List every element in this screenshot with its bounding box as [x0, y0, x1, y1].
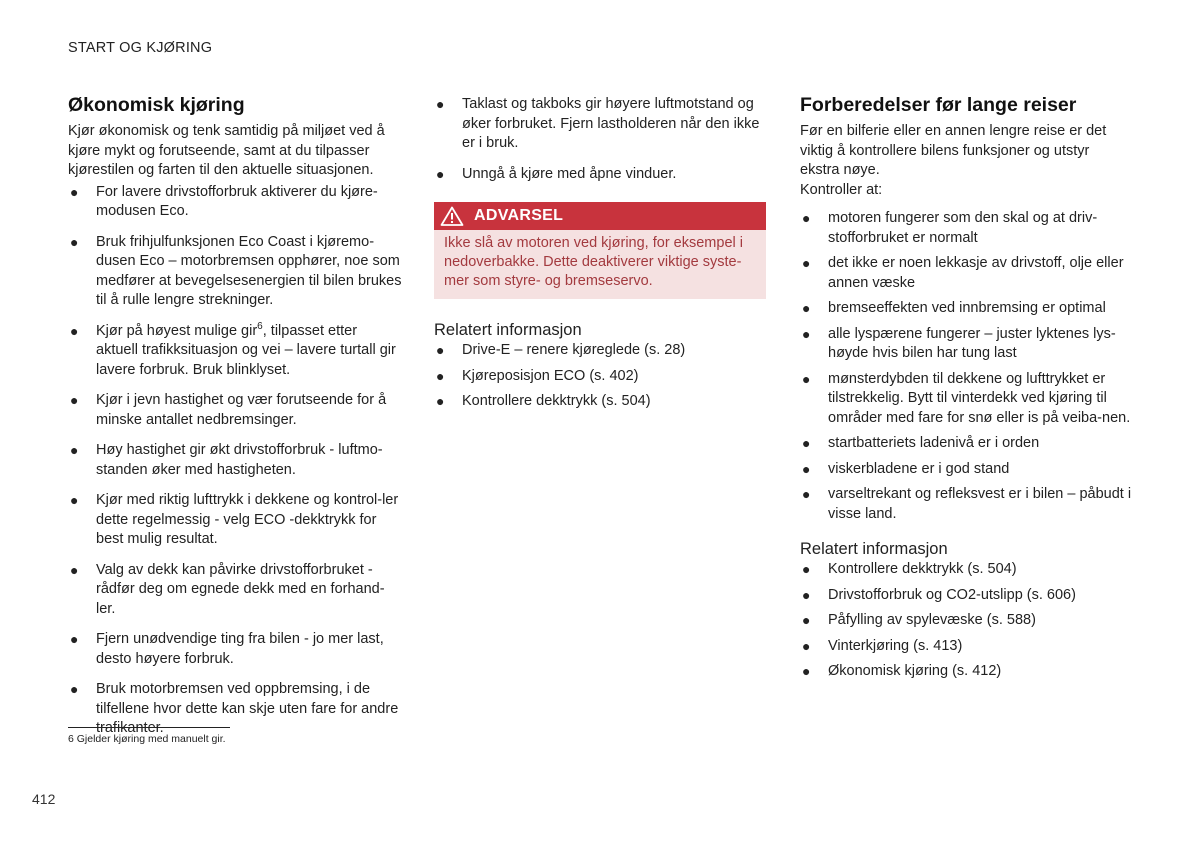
section-header: START OG KJØRING: [68, 40, 213, 56]
page-number: 412: [32, 791, 56, 807]
bullet-icon: ●: [70, 183, 79, 200]
heading-long-trips: Forberedelser før lange reiser: [800, 94, 1077, 116]
column-right: [800, 92, 1132, 682]
tips-list-continued: [434, 95, 766, 184]
bullet-icon: ●: [70, 681, 79, 697]
bullet-icon: ●: [802, 663, 811, 679]
bullet-icon: ●: [436, 165, 445, 182]
related-links-list: [800, 560, 1132, 682]
related-info-heading: Relatert informasjon: [434, 321, 582, 339]
related-link[interactable]: ● Vinterkjøring (s. 413): [800, 637, 1132, 657]
list-item: ● Valg av dekk kan påvirke drivstofforbruket - rådfør deg om egnede dekk med en forhand-ler.: [70, 561, 385, 617]
list-item: ● Bruk motorbremsen ved oppbremsing, i de tilfellene hvor dette kan skje uten fare for andre trafikanter.: [70, 681, 399, 736]
list-item: ● viskerbladene er i god stand: [800, 460, 1132, 480]
warning-header: [434, 202, 766, 230]
bullet-icon: ●: [70, 322, 79, 339]
list-item: ● Kjør på høyest mulige gir$^6$, tilpasset etter aktuell trafikksituasjon og vei – lavere turtall gir lavere forbruk. Bruk blinklyset.: [70, 320, 396, 378]
list-item: ● startbatteriets ladenivå er i orden: [800, 434, 1132, 454]
list-item: ● Kjør i jevn hastighet og vær forutseende for å minske antallet nedbremsinger.: [70, 392, 387, 428]
column-left: [68, 92, 402, 739]
related-link[interactable]: ● Kontrollere dekktrykk (s. 504): [434, 392, 766, 412]
bullet-icon: ●: [70, 392, 79, 408]
footnote-ref[interactable]: 6: [257, 320, 263, 332]
list-item: ● alle lyspærene fungerer – juster lyktenes lys-høyde hvis bilen har tung last: [802, 325, 1116, 361]
bullet-icon: ●: [802, 325, 811, 342]
intro-economic-driving: Kjør økonomisk og tenk samtidig på miljøet ved å kjøre mykt og forutseende, samt at du tilpasser kjørestilen og farten til den aktuelle situasjonen.: [68, 123, 385, 178]
related-link[interactable]: ● Drive-E – renere kjøreglede (s. 28): [434, 341, 766, 361]
footnote-divider: [68, 727, 230, 728]
bullet-icon: ●: [436, 96, 445, 112]
related-link[interactable]: ● Økonomisk kjøring (s. 412): [800, 662, 1132, 682]
check-intro: Kontroller at:: [800, 181, 883, 198]
warning-text: Ikke slå av motoren ved kjøring, for eksempel i nedoverbakke. Dette deaktiverer viktige syste-mer som styre- og bremseservo.: [434, 230, 766, 299]
warning-triangle-icon: [440, 206, 464, 226]
warning-box: [434, 202, 766, 299]
bullet-icon: ●: [802, 486, 811, 502]
related-link[interactable]: ● Kjøreposisjon ECO (s. 402): [434, 367, 766, 387]
bullet-icon: ●: [802, 210, 811, 226]
bullet-icon: ●: [802, 561, 811, 577]
bullet-icon: ●: [70, 561, 79, 578]
bullet-icon: ●: [436, 367, 445, 384]
related-link[interactable]: ● Drivstofforbruk og CO2-utslipp (s. 606): [800, 586, 1132, 606]
related-links-list: [434, 341, 766, 412]
bullet-icon: ●: [802, 370, 811, 387]
bullet-icon: ●: [802, 460, 811, 477]
list-item: ● Bruk frihjulfunksjonen Eco Coast i kjøremo-dusen Eco – motorbremsen opphører, noe som medfører at bevegelsesenergien til bilen brukes til å rulle lengre strekninger.: [70, 233, 402, 308]
list-item: ● Kjør med riktig lufttrykk i dekkene og kontrol-ler dette regelmessig - velg ECO -dekktrykk for best mulig resultat.: [70, 492, 399, 547]
list-item: ● Fjern unødvendige ting fra bilen - jo mer last, desto høyere forbruk.: [70, 631, 384, 667]
bullet-icon: ●: [802, 435, 811, 451]
related-link[interactable]: ● Kontrollere dekktrykk (s. 504): [800, 560, 1132, 580]
list-item: ● Unngå å kjøre med åpne vinduer.: [434, 165, 766, 185]
bullet-icon: ●: [70, 631, 79, 647]
warning-label: ADVARSEL: [474, 207, 564, 224]
footnote: 6 Gjelder kjøring med manuelt gir.: [68, 733, 226, 745]
list-item: ● Høy hastighet gir økt drivstofforbruk - luftmo-standen øker med hastigheten.: [70, 442, 383, 478]
list-item: ● For lavere drivstofforbruk aktiverer du kjøre-modusen Eco.: [70, 183, 378, 219]
bullet-icon: ●: [70, 492, 79, 508]
intro-long-trips: Før en bilferie eller en annen lengre reise er det viktig å kontrollere bilens funksjoner og utstyr ekstra nøye.: [800, 123, 1107, 178]
heading-economic-driving: Økonomisk kjøring: [68, 94, 245, 116]
bullet-icon: ●: [802, 255, 811, 271]
checklist: [800, 209, 1132, 524]
bullet-icon: ●: [436, 342, 445, 358]
bullet-icon: ●: [802, 637, 811, 654]
bullet-icon: ●: [802, 300, 811, 316]
bullet-icon: ●: [70, 233, 79, 250]
related-info-heading: Relatert informasjon: [800, 540, 948, 558]
bullet-icon: ●: [802, 586, 811, 603]
bullet-icon: ●: [802, 612, 811, 628]
column-middle: [434, 95, 766, 412]
list-item: ● bremseeffekten ved innbremsing er optimal: [800, 299, 1132, 319]
list-item: ● motoren fungerer som den skal og at driv-stofforbruket er normalt: [802, 210, 1098, 246]
list-item: ● det ikke er noen lekkasje av drivstoff, olje eller annen væske: [802, 255, 1124, 291]
list-item: ● mønsterdybden til dekkene og lufttrykket er tilstrekkelig. Bytt til vinterdekk ved kjøring til områder med fare for snø eller is på veiba-nen.: [802, 370, 1131, 426]
bullet-icon: ●: [70, 442, 79, 458]
list-item: ● Taklast og takboks gir høyere luftmotstand og øker forbruket. Fjern lastholderen når den ikke er i bruk.: [436, 96, 760, 151]
list-item: ● varseltrekant og refleksvest er i bilen – påbudt i visse land.: [802, 486, 1132, 522]
bullet-icon: ●: [436, 393, 445, 409]
related-link[interactable]: ● Påfylling av spylevæske (s. 588): [800, 611, 1132, 631]
tips-list: [68, 183, 402, 739]
